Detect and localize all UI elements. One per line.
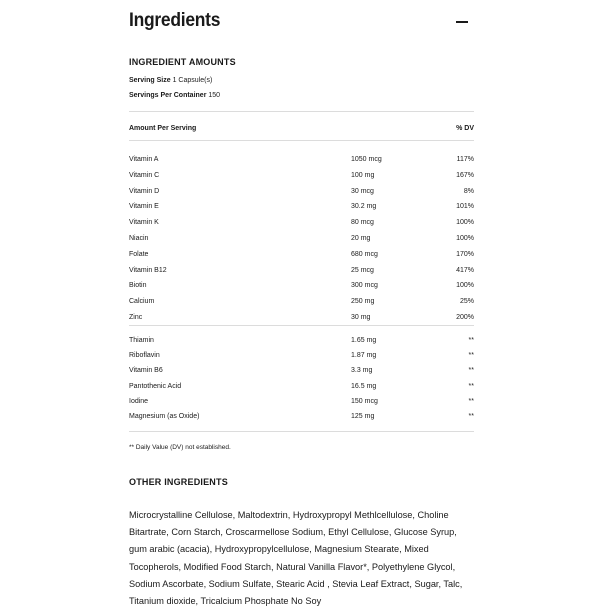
nutrient-amount: 250 mg	[351, 298, 375, 306]
nutrient-row	[129, 413, 474, 425]
nutrient-amount: 1.87 mg	[351, 352, 377, 360]
dv-footnote: ** Daily Value (DV) not established.	[129, 444, 231, 451]
nutrient-dv: 100%	[456, 219, 474, 227]
nutrient-row	[129, 172, 474, 184]
nutrient-amount: 1050 mcg	[351, 156, 382, 163]
nutrient-amount: 100 mg	[351, 171, 375, 179]
serving-size-label: Serving Size	[129, 77, 171, 84]
nutrient-amount: 30 mg	[351, 314, 371, 321]
ingredient-amounts-heading: INGREDIENT AMOUNTS	[129, 57, 236, 67]
divider	[129, 111, 474, 112]
nutrient-dv: **	[468, 352, 474, 360]
nutrient-row	[129, 156, 474, 168]
nutrient-row	[129, 219, 474, 231]
minus-icon	[456, 21, 468, 23]
servings-label: Servings Per Container	[129, 92, 207, 99]
nutrient-amount: 80 mcg	[351, 219, 374, 227]
nutrient-row	[129, 188, 474, 200]
nutrient-amount: 680 mcg	[351, 250, 378, 258]
nutrient-name: Thiamin	[129, 337, 154, 344]
nutrient-name: Vitamin B12	[129, 266, 167, 274]
nutrient-name: Vitamin B6	[129, 367, 163, 375]
nutrient-dv: 8%	[463, 187, 474, 195]
nutrient-name: Iodine	[129, 397, 149, 405]
nutrient-amount: 30.2 mg	[351, 203, 377, 211]
nutrient-name: Vitamin A	[129, 156, 159, 163]
nutrient-name: Riboflavin	[129, 352, 160, 360]
nutrient-row	[129, 367, 474, 379]
nutrient-dv: **	[468, 337, 474, 344]
nutrient-dv: 25%	[459, 298, 474, 306]
servings-value: 150	[208, 92, 221, 99]
nutrient-amount: 300 mcg	[351, 282, 378, 290]
nutrient-dv: 100%	[456, 235, 474, 242]
nutrient-dv: **	[468, 367, 474, 375]
serving-size	[129, 77, 212, 84]
nutrient-dv: 170%	[456, 250, 474, 258]
nutrient-row	[129, 251, 474, 263]
nutrient-amount: 125 mg	[351, 413, 375, 420]
col-header-amount-per-serving: Amount Per Serving	[129, 125, 197, 132]
col-header-dv: % DV	[456, 125, 474, 132]
nutrient-row	[129, 383, 474, 395]
nutrient-row	[129, 203, 474, 215]
nutrient-row	[129, 298, 474, 310]
nutrient-amount: 1.65 mg	[351, 337, 377, 344]
nutrient-amount: 30 mcg	[351, 187, 374, 195]
nutrient-dv: 417%	[456, 266, 474, 274]
servings-per-container	[129, 92, 220, 99]
nutrient-name: Biotin	[129, 282, 147, 290]
nutrient-row	[129, 352, 474, 364]
divider	[129, 325, 474, 326]
nutrient-name: Calcium	[129, 298, 155, 306]
nutrient-dv: 100%	[456, 282, 474, 290]
nutrient-row	[129, 235, 474, 247]
nutrient-name: Zinc	[129, 314, 143, 321]
nutrient-name: Vitamin C	[129, 171, 160, 179]
nutrient-dv: 200%	[456, 314, 474, 321]
nutrient-amount: 150 mcg	[351, 397, 378, 405]
nutrient-name: Pantothenic Acid	[129, 382, 182, 390]
nutrient-name: Niacin	[129, 235, 149, 242]
nutrient-dv: **	[468, 382, 474, 390]
nutrient-dv: **	[468, 397, 474, 405]
nutrient-amount: 25 mcg	[351, 266, 374, 274]
nutrient-name: Vitamin D	[129, 187, 160, 195]
nutrient-dv: 117%	[456, 156, 474, 163]
nutrient-dv: 101%	[456, 203, 474, 211]
divider	[129, 140, 474, 141]
nutrient-dv: **	[468, 413, 474, 420]
nutrient-amount: 20 mg	[351, 235, 371, 242]
nutrient-row	[129, 398, 474, 410]
nutrient-name: Magnesium (as Oxide)	[129, 413, 200, 420]
serving-size-value: 1 Capsule(s)	[172, 77, 213, 84]
nutrient-row	[129, 267, 474, 279]
divider	[129, 431, 474, 432]
nutrient-name: Vitamin E	[129, 203, 159, 211]
nutrient-name: Folate	[129, 250, 149, 258]
other-ingredients-text: Microcrystalline Cellulose, Maltodextrin, Hydroxypropyl Methlcellulose, Choline Bitartrate, Corn Starch, Croscarmellose Sodium, Ethyl Cellulose, Glucose Syrup, gum arabic (acacia), Hydroxypropylcellulose, Magnesium Stearate, Mixed Tocopherols, Modified Food Starch, Natural Vanilla Flavor*, Polyethylene Glycol, Sodium Ascorbate, Sodium Sulfate, Stearic Acid , Stevia Leaf Extract, Sugar, Talc, Titanium dioxide, Tricalcium Phosphate No Soy	[129, 510, 463, 607]
nutrient-row	[129, 337, 474, 349]
nutrient-name: Vitamin K	[129, 219, 159, 227]
nutrient-row	[129, 282, 474, 294]
collapse-button[interactable]	[452, 12, 474, 32]
nutrient-amount: 16.5 mg	[351, 382, 377, 390]
nutrient-dv: 167%	[456, 171, 474, 179]
page-title: Ingredients	[129, 10, 221, 31]
nutrient-amount: 3.3 mg	[351, 367, 373, 375]
other-ingredients-heading: OTHER INGREDIENTS	[129, 477, 228, 487]
